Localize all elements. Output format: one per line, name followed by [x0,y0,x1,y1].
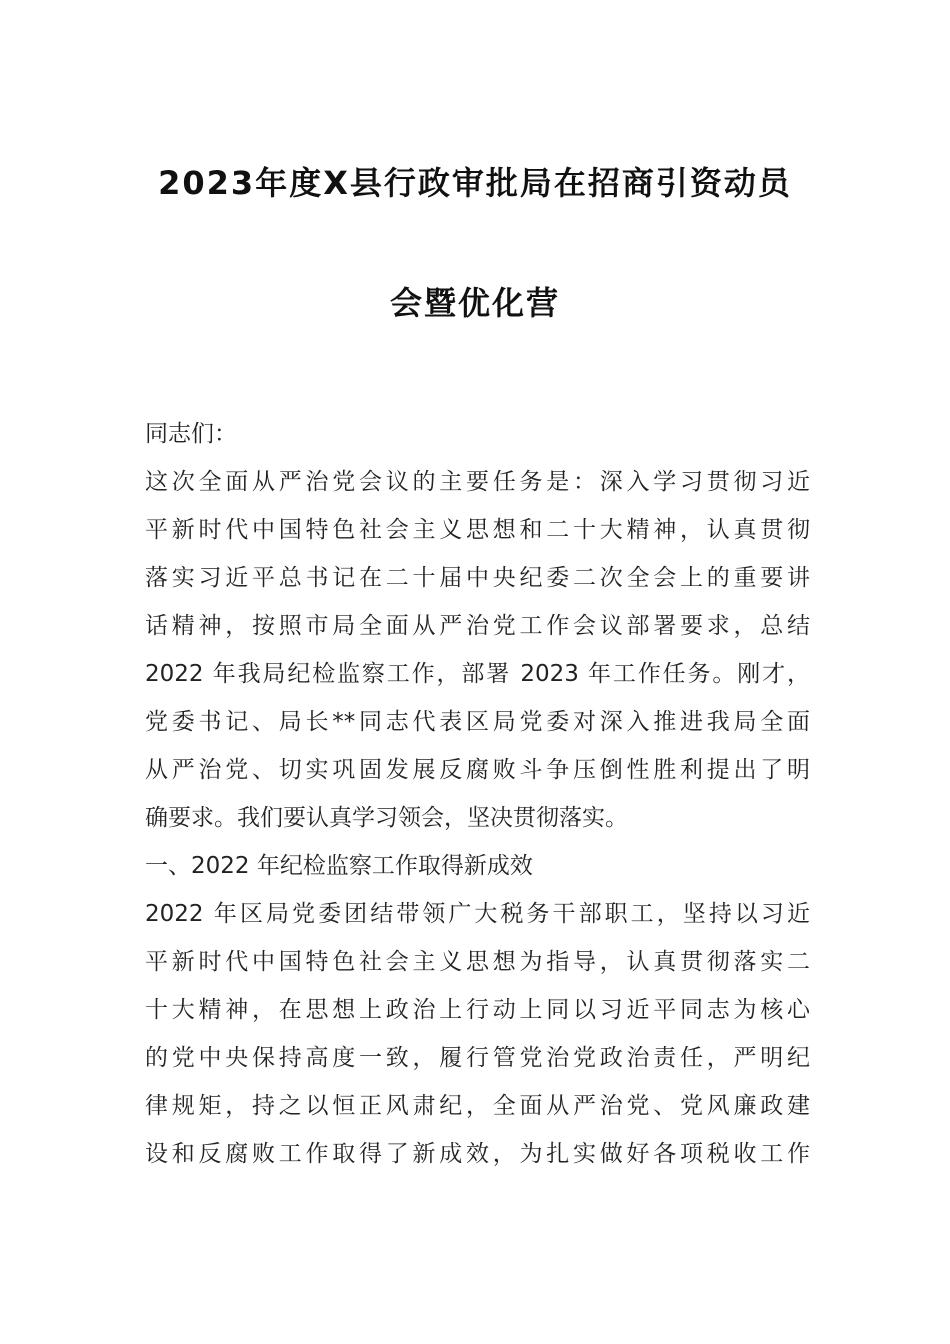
document-title-line-1: 2023年度X县行政审批局在招商引资动员 [158,164,792,202]
paragraph-2 [145,890,810,1178]
paragraph-line: 2022 年我局纪检监察工作，部署 2023 年工作任务。刚才， [145,661,810,687]
paragraph-line: 这次全面从严治党会议的主要任务是：深入学习贯彻习近 [145,469,810,495]
section-heading: 一、2022 年纪检监察工作取得新成效 [145,853,533,879]
greeting: 同志们： [145,421,237,447]
paragraph-line: 平新时代中国特色社会主义思想为指导，认真贯彻落实二 [145,949,810,975]
paragraph-line: 从严治党、切实巩固发展反腐败斗争压倒性胜利提出了明 [145,757,810,783]
paragraph-1 [145,458,810,842]
paragraph-line: 落实习近平总书记在二十届中央纪委二次全会上的重要讲 [145,565,810,591]
paragraph-line: 设和反腐败工作取得了新成效，为扎实做好各项税收工作 [145,1141,810,1167]
paragraph-line: 的党中央保持高度一致，履行管党治党政治责任，严明纪 [145,1045,810,1071]
document-title-line-2: 会暨优化营 [389,284,560,322]
paragraph-line: 话精神，按照市局全面从严治党工作会议部署要求，总结 [145,613,810,639]
paragraph-line: 党委书记、局长**同志代表区局党委对深入推进我局全面 [145,709,810,735]
paragraph-line: 2022 年区局党委团结带领广大税务干部职工，坚持以习近 [145,901,810,927]
paragraph-line: 确要求。我们要认真学习领会，坚决贯彻落实。 [145,805,628,831]
paragraph-line: 律规矩，持之以恒正风肃纪，全面从严治党、党风廉政建 [145,1093,810,1119]
document-body [145,410,810,1178]
paragraph-line: 平新时代中国特色社会主义思想和二十大精神，认真贯彻 [145,517,810,543]
paragraph-line: 十大精神，在思想上政治上行动上同以习近平同志为核心 [145,997,810,1023]
